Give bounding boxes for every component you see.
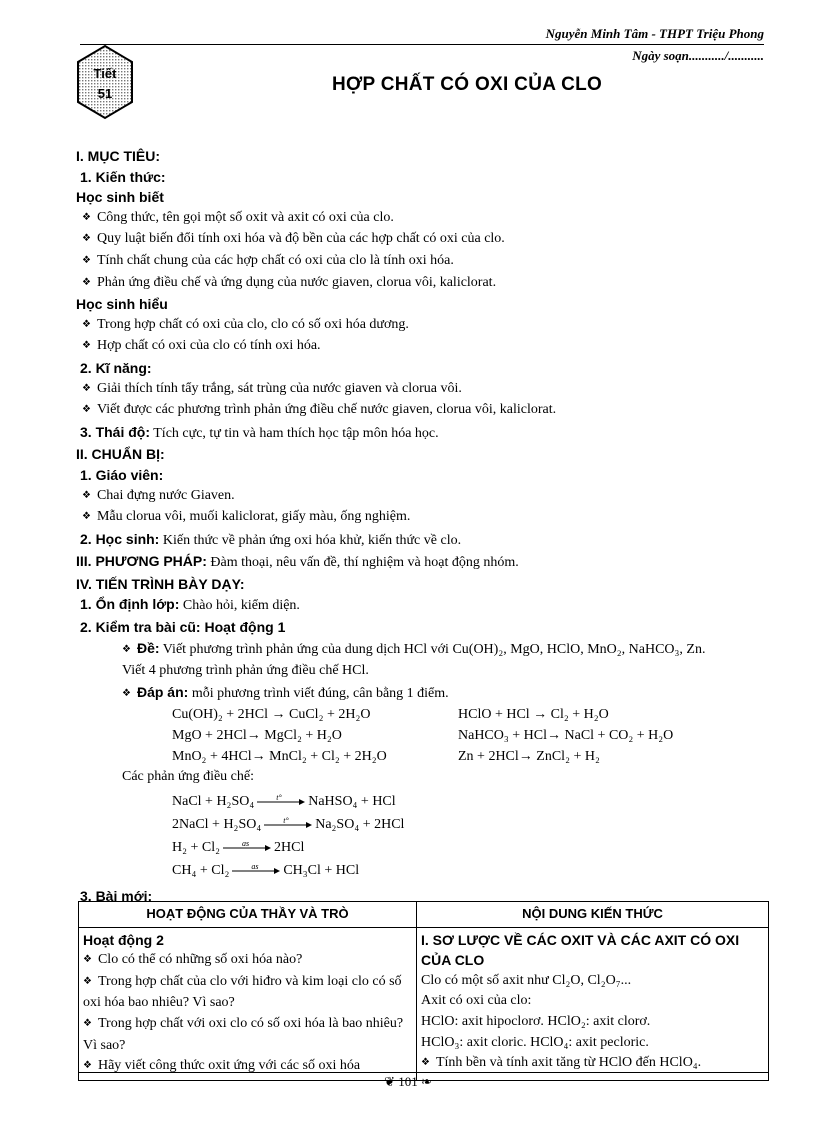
equation: MnO₂ + 4HCl→ MnCl₂ + Cl₂ + 2H₂O	[172, 748, 387, 764]
reaction-condition: t°	[276, 792, 282, 802]
attitude-line	[76, 422, 776, 445]
list-item: ❖ Phản ứng điều chế và ứng dụng của nước giaven, clorua vôi, kaliclorat.	[76, 273, 776, 295]
equation-row	[76, 726, 776, 747]
badge-number: 51	[97, 86, 113, 101]
footer-rule	[78, 1072, 769, 1073]
method-text: Đàm thoại, nêu vấn đề, thí nghiệm và hoạt động nhóm.	[206, 555, 519, 571]
list-item: ❖ Quy luật biến đổi tính oxi hóa và độ bền của các hợp chất có oxi của clo.	[76, 229, 776, 251]
equation-row	[76, 747, 776, 768]
activity-table-wrap	[78, 901, 769, 1081]
badge-label: Tiết	[93, 66, 117, 81]
products: NaHSO₄ + HCl	[308, 793, 396, 809]
reaction-arrow-icon	[256, 792, 306, 807]
attitude-label: 3. Thái độ:	[80, 423, 150, 440]
content-title: I. SƠ LƯỢC VỀ CÁC OXIT VÀ CÁC AXIT CÓ OXI CỦA CLO	[421, 931, 740, 969]
products: CH₃Cl + HCl	[283, 862, 360, 878]
content-bullet: ❖ Tính bền và tính axit tăng từ HClO đến HClO₄.	[421, 1053, 764, 1075]
content-line: HClO₃: axit cloric. HClO₄: axit pecloric.	[421, 1034, 649, 1050]
preparation-reactions	[76, 790, 776, 882]
products: 2HCl	[274, 839, 305, 855]
class-stabilize-label: 1. Ổn định lớp:	[80, 596, 180, 613]
prep-reaction	[172, 813, 776, 836]
method-line	[76, 551, 776, 574]
equation-row	[76, 705, 776, 726]
prep-reaction	[172, 790, 776, 813]
ornament-left-icon: ❦	[384, 1074, 395, 1089]
equation: HClO + HCl → Cl₂ + H₂O	[458, 707, 609, 723]
section-preparation: II. CHUẨN BỊ:	[76, 446, 165, 463]
old-lesson-check: 2. Kiểm tra bài cũ: Hoạt động 1	[80, 619, 286, 636]
student-prep-label: 2. Học sinh:	[80, 530, 160, 547]
ornament-right-icon: ❧	[421, 1074, 432, 1089]
reactants: CH₄ + Cl₂	[172, 862, 230, 878]
activity-title: Hoạt động 2	[83, 931, 164, 948]
student-prep-text: Kiến thức về phản ứng oxi hóa khử, kiến thức về clo.	[159, 532, 462, 548]
answer-line	[76, 682, 776, 706]
header-author: Nguyễn Minh Tâm - THPT Triệu Phong	[545, 26, 764, 41]
prep-reaction	[172, 836, 776, 859]
question-text: Viết phương trình phản ứng của dung dịch HCl với Cu(OH)₂, MgO, HClO, MnO₂, NaHCO₃, Zn.	[159, 641, 706, 657]
content-cell	[417, 927, 769, 1080]
list-item: ❖ Chai đựng nước Giaven.	[76, 486, 776, 508]
header-rule	[80, 44, 764, 45]
student-prep-line	[76, 529, 776, 552]
students-know-heading: Học sinh biết	[76, 189, 164, 206]
date-prepared: Ngày soạn.........../...........	[632, 48, 764, 63]
activities-cell	[79, 927, 417, 1080]
new-lesson: 3. Bài mới:	[80, 887, 153, 904]
list-item: ❖ Trong hợp chất có oxi của clo, clo có số oxi hóa dương.	[76, 315, 776, 337]
content-line: HClO: axit hipoclorơ. HClO₂: axit clorơ.	[421, 1013, 651, 1029]
list-item: ❖ Tính chất chung của các hợp chất có oxi của clo là tính oxi hóa.	[76, 251, 776, 273]
lesson-badge-text	[76, 64, 134, 104]
reactants: NaCl + H₂SO₄	[172, 793, 255, 809]
reaction-arrow-icon	[263, 815, 313, 830]
reaction-condition: t°	[283, 815, 289, 825]
list-item: ❖ Clo có thể có những số oxi hóa nào?	[83, 950, 412, 972]
reaction-arrow-icon	[222, 838, 272, 853]
section-objectives: I. MỤC TIÊU:	[76, 148, 160, 164]
subsection-knowledge: 1. Kiến thức:	[80, 168, 166, 185]
question-text-2: Viết 4 phương trình phản ứng điều chế HCl.	[122, 663, 369, 679]
equation: Cu(OH)₂ + 2HCl → CuCl₂ + 2H₂O	[172, 707, 371, 723]
reaction-condition: as	[242, 838, 250, 848]
answer-label: Đáp án:	[136, 683, 189, 700]
equation: NaHCO₃ + HCl→ NaCl + CO₂ + H₂O	[458, 728, 674, 744]
reaction-arrow-icon	[231, 861, 281, 876]
reaction-condition: as	[251, 861, 259, 871]
list-item: ❖ Giải thích tính tẩy trắng, sát trùng của nước giaven và clorua vôi.	[76, 379, 776, 401]
subsection-teacher: 1. Giáo viên:	[80, 466, 164, 483]
content-line: Clo có một số axit như Cl₂O, Cl₂O₇...	[421, 972, 632, 988]
answer-label-wrap	[122, 683, 189, 701]
equation: MgO + 2HCl→ MgCl₂ + H₂O	[172, 728, 342, 744]
list-item: ❖ Hãy viết công thức oxit ứng với các số oxi hóa	[83, 1056, 412, 1078]
list-item: ❖ Hợp chất có oxi của clo có tính oxi hóa.	[76, 336, 776, 358]
page-title: HỢP CHẤT CÓ OXI CỦA CLO	[332, 74, 603, 95]
preparation-reactions-label: Các phản ứng điều chế:	[122, 769, 254, 785]
answer-text: mỗi phương trình viết đúng, cân bằng 1 điểm.	[188, 685, 449, 701]
class-stabilize-line	[76, 594, 776, 617]
method-label: III. PHƯƠNG PHÁP:	[76, 553, 207, 570]
lesson-body	[76, 146, 776, 906]
class-stabilize-text: Chào hỏi, kiểm diện.	[179, 598, 300, 614]
table-header-content: NỘI DUNG KIẾN THỨC	[417, 902, 769, 928]
list-item: ❖ Công thức, tên gọi một số oxit và axit có oxi của clo.	[76, 208, 776, 230]
students-understand-heading: Học sinh hiểu	[76, 296, 168, 313]
subsection-skills: 2. Kĩ năng:	[80, 359, 152, 376]
equation: Zn + 2HCl→ ZnCl₂ + H₂	[458, 748, 600, 764]
list-item: ❖ Mẫu clorua vôi, muối kaliclorat, giấy màu, ống nghiệm.	[76, 507, 776, 529]
list-item: ❖ Viết được các phương trình phản ứng điều chế nước giaven, clorua vôi, kaliclorat.	[76, 400, 776, 422]
products: Na₂SO₄ + 2HCl	[315, 816, 405, 832]
reactants: 2NaCl + H₂SO₄	[172, 816, 262, 832]
attitude-text: Tích cực, tự tin và ham thích học tập môn hóa học.	[150, 425, 439, 441]
question-label-wrap	[122, 639, 160, 657]
page-number	[0, 1074, 816, 1090]
reactants: H₂ + Cl₂	[172, 839, 220, 855]
question-label: Đề:	[136, 639, 160, 656]
list-item: ❖ Trong hợp chất của clo với hiđro và kim loại clo có số oxi hóa bao nhiêu? Vì sao?	[83, 972, 412, 1014]
prep-reaction	[172, 859, 776, 882]
question-line	[76, 638, 776, 662]
list-item: ❖ Trong hợp chất với oxi clo có số oxi hóa là bao nhiêu? Vì sao?	[83, 1014, 412, 1056]
section-procedure: IV. TIẾN TRÌNH BÀY DẠY:	[76, 575, 245, 592]
table-header-activities: HOẠT ĐỘNG CỦA THẦY VÀ TRÒ	[79, 902, 417, 928]
content-line: Axit có oxi của clo:	[421, 993, 532, 1009]
page-number-text: 101	[398, 1074, 418, 1089]
activity-table	[78, 901, 769, 1081]
